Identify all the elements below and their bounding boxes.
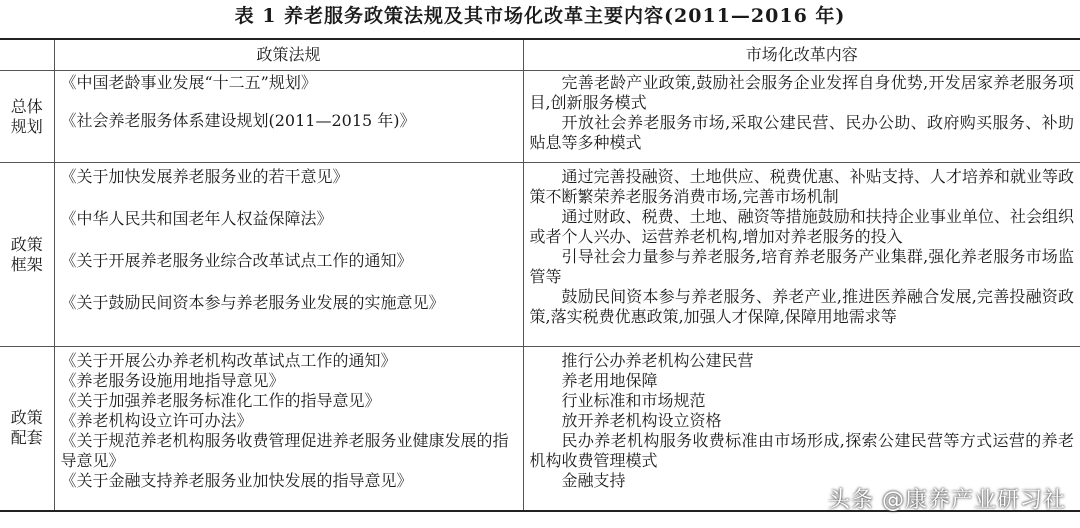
watermark: 头条 @康养产业研习社 [828, 488, 1066, 513]
category-cell [0, 163, 54, 347]
category-cell [0, 71, 54, 163]
reform-item: 金融支持 [561, 471, 626, 490]
reforms-cell [523, 71, 1080, 163]
reform-item: 民办养老机构服务收费标准由市场形成,探索公建民营等方式运营的养老机构收费管理模式 [529, 431, 1074, 470]
reform-item: 推行公办养老机构公建民营 [561, 351, 754, 370]
table-row [0, 163, 1080, 347]
table-title: 表 1 养老服务政策法规及其市场化改革主要内容(2011—2016 年) [234, 5, 846, 27]
law-item: 《关于鼓励民间资本参与养老服务业发展的实施意见》 [60, 293, 445, 312]
law-item: 《关于开展公办养老机构改革试点工作的通知》 [60, 351, 397, 370]
reform-item: 通过完善投融资、土地供应、税费优惠、补贴支持、人才培养和就业等政策不断繁荣养老服务消费市场,完善市场机制 [529, 167, 1074, 206]
reform-item: 通过财政、税费、土地、融资等措施鼓励和扶持企业事业单位、社会组织或者个人兴办、运营养老机构,增加对养老服务的投入 [529, 207, 1074, 246]
category-line: 政策 [10, 408, 43, 428]
reform-item: 开放社会养老服务市场,采取公建民营、民办公助、政府购买服务、补助贴息等多种模式 [529, 113, 1074, 152]
reform-item: 引导社会力量参与养老服务,培育养老服务产业集群,强化养老服务市场监管等 [529, 247, 1074, 286]
law-item: 《养老服务设施用地指导意见》 [60, 371, 285, 390]
header-category [0, 39, 54, 71]
header-policy: 政策法规 [54, 39, 523, 71]
law-item: 《中华人民共和国老年人权益保障法》 [60, 209, 333, 228]
law-item: 《社会养老服务体系建设规划(2011—2015 年)》 [60, 111, 416, 130]
laws-cell [54, 163, 523, 347]
law-item: 《中国老龄事业发展“十二五”规划》 [60, 73, 317, 92]
table-row [0, 71, 1080, 163]
law-item: 《养老机构设立许可办法》 [60, 411, 253, 430]
policy-table [0, 38, 1080, 512]
reform-item: 养老用地保障 [561, 371, 658, 390]
category-line: 政策 [10, 234, 43, 254]
reform-item: 放开养老机构设立资格 [561, 411, 722, 430]
laws-cell [54, 71, 523, 163]
law-item: 《关于开展养老服务业综合改革试点工作的通知》 [60, 251, 413, 270]
category-line: 规划 [10, 116, 43, 136]
reform-item: 鼓励民间资本参与养老服务、养老产业,推进医养融合发展,完善投融资政策,落实税费优惠政策,加强人才保障,保障用地需求等 [529, 287, 1074, 326]
reforms-cell [523, 163, 1080, 347]
category-line: 框架 [10, 254, 43, 274]
law-item: 《关于加快发展养老服务业的若干意见》 [60, 167, 349, 186]
law-item: 《关于规范养老机构服务收费管理促进养老服务业健康发展的指导意见》 [60, 431, 509, 470]
law-item: 《关于加强养老服务标准化工作的指导意见》 [60, 391, 381, 410]
category-line: 总体 [10, 96, 43, 116]
laws-cell [54, 347, 523, 511]
header-row [0, 39, 1080, 71]
category-line: 配套 [10, 428, 43, 448]
header-reform: 市场化改革内容 [523, 39, 1080, 71]
category-cell [0, 347, 54, 511]
reform-item: 完善老龄产业政策,鼓励社会服务企业发挥自身优势,开发居家养老服务项目,创新服务模式 [529, 73, 1074, 112]
reform-item: 行业标准和市场规范 [561, 391, 706, 410]
law-item: 《关于金融支持养老服务业加快发展的指导意见》 [60, 471, 413, 490]
